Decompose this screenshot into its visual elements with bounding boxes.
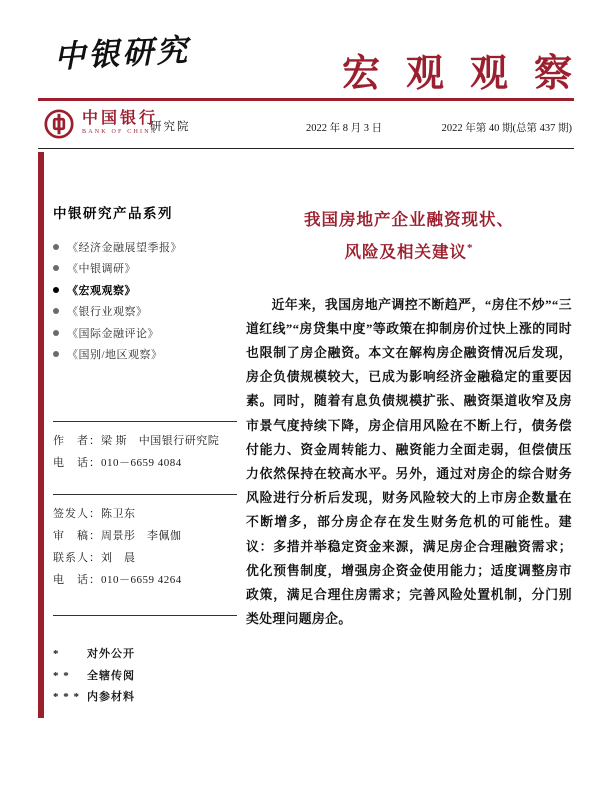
article-abstract: 近年来，我国房地产调控不断趋严，“房住不炒”“三道红线”“房贷集中度”等政策在抑制房价过快上涨的同时也限制了房企融资。本文在解构房企融资情况后发现，房企负债规模较大，已成为影响经济金融稳定的重要因素。同时，随着有息负债规模扩张、融资渠道收窄及房市景气度持续下降，房企信用风险在不断上行，债务偿付能力、资金周转能力、融资能力全面走弱，但偿债压力依然保持在较高水平。另外，通过对房企的综合财务风险进行分析后发现，财务风险较大的上市房企数量在不断增多，部分房企存在发生财务危机的可能性。建议：多措并举稳定资金来源，满足房企合理融资需求；优化预售制度，增强房企资金使用能力；适度调整房市政策，满足合理住房需求；完善风险处置机制，分门别类处理问题房企。: [246, 297, 572, 627]
phone2-value: 010－6659 4264: [101, 574, 182, 586]
signer-row: [53, 503, 237, 525]
series-item-label: 《宏观观察》: [67, 284, 136, 297]
bullet-icon: [53, 287, 59, 293]
series-item: [53, 344, 237, 366]
series-item-label: 《银行业观察》: [67, 306, 148, 319]
sidebar-divider: [53, 494, 237, 495]
legend-row: [53, 644, 237, 666]
article-title: [246, 206, 572, 267]
legend-stars: *: [53, 648, 60, 660]
phone2-row: [53, 569, 237, 591]
author-row: [53, 430, 237, 452]
bullet-icon: [53, 330, 59, 336]
series-list: [53, 236, 237, 365]
legend-stars: * * *: [53, 691, 80, 703]
legend-label: 内参材料: [87, 691, 135, 703]
article-title-line2: 风险及相关建议: [344, 242, 467, 262]
boc-name-en: BANK OF CHINA: [82, 129, 158, 135]
boc-emblem-icon: [44, 109, 74, 139]
institute-label: 研究院: [150, 121, 191, 133]
phone-value: 010－6659 4084: [101, 457, 182, 469]
phone2-label: 电 话：: [53, 574, 101, 586]
series-item: [53, 258, 237, 280]
series-item-label: 《国际金融评论》: [67, 327, 159, 340]
reviewer-label: 审 稿：: [53, 530, 101, 542]
sidebar-divider: [53, 615, 237, 616]
contact-label: 联系人：: [53, 552, 101, 564]
header-rule: [38, 98, 574, 101]
info-rule: [38, 148, 574, 149]
contact-value: 刘 晨: [101, 552, 136, 564]
publication-issue: 2022 年第 40 期(总第 437 期): [441, 123, 572, 134]
legend-stars: * *: [53, 669, 70, 682]
series-title: 中银研究产品系列: [53, 206, 173, 221]
article-title-line1: 我国房地产企业融资现状、: [304, 210, 514, 229]
reviewer-row: [53, 525, 237, 547]
accent-bar: [38, 152, 44, 718]
author-label: 作 者：: [53, 435, 101, 447]
boc-wordmark: [82, 110, 158, 136]
phone-row: [53, 452, 237, 474]
author-value: 梁 斯 中国银行研究院: [101, 435, 220, 447]
reviewer-value: 周景彤 李佩伽: [101, 530, 182, 542]
bank-calligraphy-logo: 中银研究: [53, 32, 192, 76]
bullet-icon: [53, 265, 59, 271]
publication-title: 宏观观察: [341, 53, 598, 95]
series-item: [53, 322, 237, 344]
signer-label: 签发人：: [53, 508, 101, 520]
series-item-current: [53, 279, 237, 301]
series-item-label: 《国别/地区观察》: [67, 349, 163, 362]
series-item: [53, 301, 237, 323]
legend-row: [53, 666, 237, 688]
boc-name-cn: 中国银行: [82, 110, 159, 127]
author-block: [53, 430, 237, 474]
title-footnote-mark: *: [467, 242, 474, 254]
publication-date: 2022 年 8 月 3 日: [306, 123, 383, 134]
legend-label: 对外公开: [87, 648, 135, 660]
series-item: [53, 236, 237, 258]
signer-value: 陈卫东: [101, 508, 136, 520]
phone-label: 电 话：: [53, 457, 101, 469]
publication-info-row: [38, 106, 574, 146]
series-item-label: 《中银调研》: [67, 263, 136, 276]
sidebar: [53, 160, 237, 709]
sidebar-divider: [53, 421, 237, 422]
bullet-icon: [53, 244, 59, 250]
legend-row: [53, 687, 237, 709]
bullet-icon: [53, 351, 59, 357]
legend-label: 全辖传阅: [87, 669, 135, 682]
main-column: [246, 160, 572, 631]
series-item-label: 《经济金融展望季报》: [67, 241, 182, 254]
issuer-block: [53, 503, 237, 591]
classification-legend: [53, 644, 237, 709]
contact-row: [53, 547, 237, 569]
bullet-icon: [53, 308, 59, 314]
